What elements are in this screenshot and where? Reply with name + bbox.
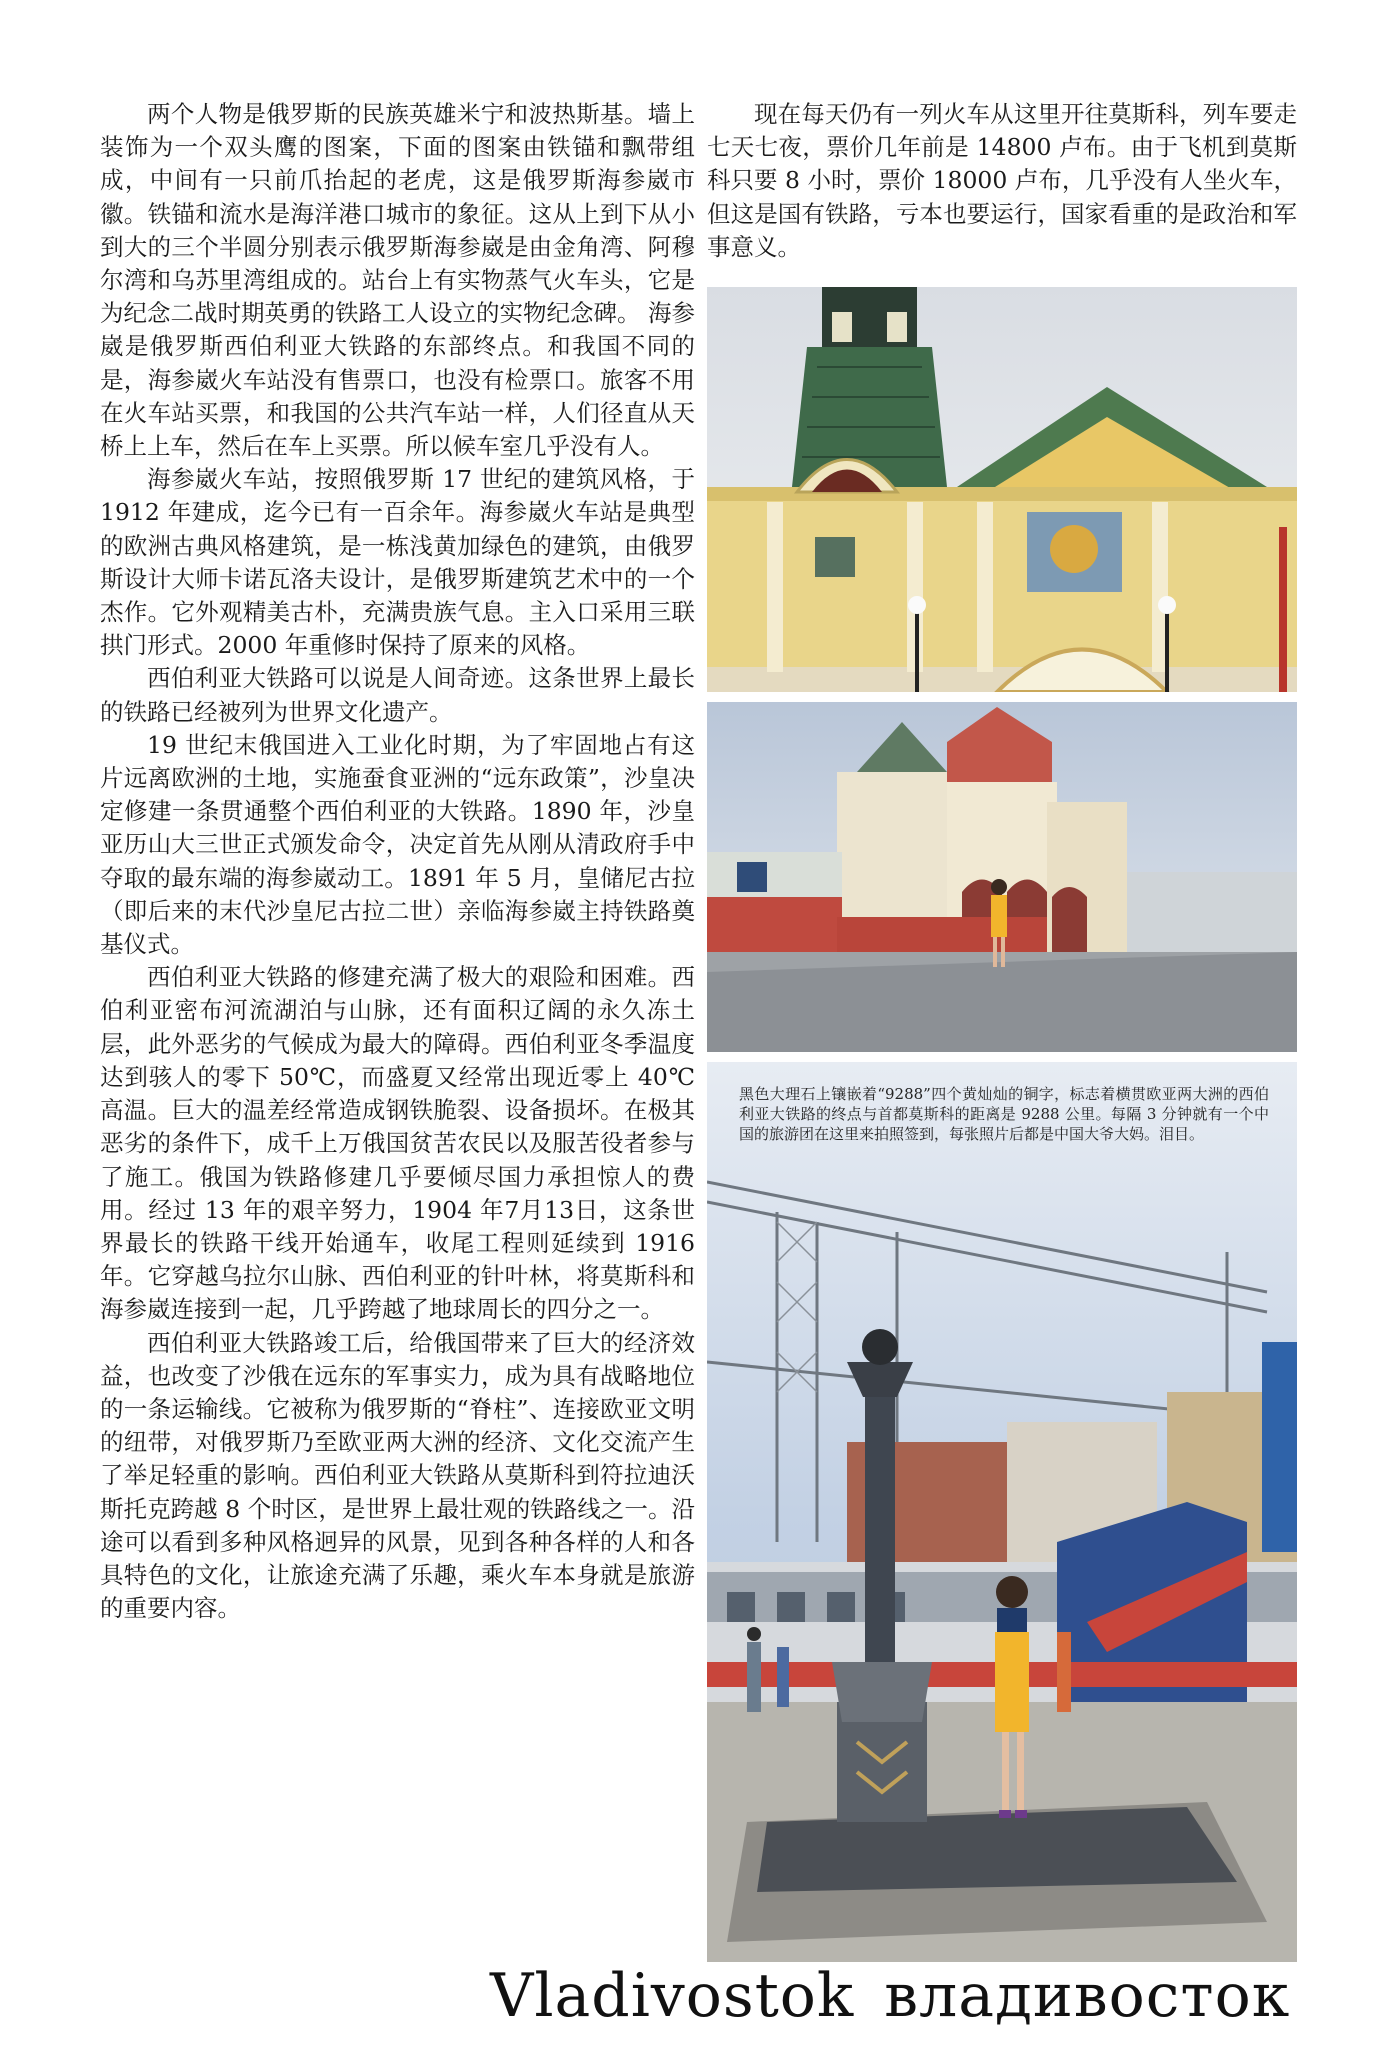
title-latin: Vladivostok xyxy=(490,1961,855,2031)
paragraph-3: 西伯利亚大铁路可以说是人间奇迹。这条世界上最长的铁路已经被列为世界文化遗产。 xyxy=(100,664,695,726)
station-front-photo xyxy=(707,702,1297,1052)
station-facade-illustration xyxy=(707,287,1297,692)
right-text-column xyxy=(707,98,1297,264)
paragraph-train-info: 现在每天仍有一列火车从这里开往莫斯科，列车要走七天七夜，票价几年前是 14800 卢布。由于飞机到莫斯科只要 8 小时，票价 18000 卢布，几乎没有人坐火车，但这是国有铁路，亏本也要运行，国家看重的是政治和军事意义。 xyxy=(707,100,1297,261)
station-facade-photo xyxy=(707,287,1297,692)
paragraph-4: 19 世纪末俄国进入工业化时期，为了牢固地占有这片远离欧洲的土地，实施蚕食亚洲的“远东政策”，沙皇决定修建一条贯通整个西伯利亚的大铁路。1890 年，沙皇亚历山大三世正式颁发命令，决定首先从刚从清政府手中夺取的最东端的海参崴动工。1891 年 5 月，皇储尼古拉（即后来的末代沙皇尼古拉二世）亲临海参崴主持铁路奠基仪式。 xyxy=(100,730,695,959)
monument-illustration xyxy=(707,1062,1297,1962)
page-title xyxy=(490,1960,1370,2032)
left-text-column xyxy=(100,98,695,1625)
paragraph-5: 西伯利亚大铁路的修建充满了极大的艰险和困难。西伯利亚密布河流湖泊与山脉，还有面积辽阔的永久冻土层，此外恶劣的气候成为最大的障碍。西伯利亚冬季温度达到骇人的零下 50℃，而盛夏又经常出现近零上 40℃高温。巨大的温差经常造成钢铁脆裂、设备损坏。在极其恶劣的条件下，成千上万俄国贫苦农民以及服苦役者参与了施工。俄国为铁路修建几乎要倾尽国力承担惊人的费用。经过 13 年的艰辛努力，1904 年7月13日，这条世界最长的铁路干线开始通车，收尾工程则延续到 1916年。它穿越乌拉尔山脉、西伯利亚的针叶林，将莫斯科和海参崴连接到一起，几乎跨越了地球周长的四分之一。 xyxy=(100,963,695,1324)
monument-9288-photo xyxy=(707,1062,1297,1962)
title-cyrillic: владивосток xyxy=(884,1961,1291,2031)
paragraph-2: 海参崴火车站，按照俄罗斯 17 世纪的建筑风格，于 1912 年建成，迄今已有一百余年。海参崴火车站是典型的欧洲古典风格建筑，是一栋浅黄加绿色的建筑，由俄罗斯设计大师卡诺瓦洛夫设计，是俄罗斯建筑艺术中的一个杰作。它外观精美古朴，充满贵族气息。主入口采用三联拱门形式。2000 年重修时保持了原来的风格。 xyxy=(100,465,695,660)
paragraph-1: 两个人物是俄罗斯的民族英雄米宁和波热斯基。墙上装饰为一个双头鹰的图案，下面的图案由铁锚和飘带组成，中间有一只前爪抬起的老虎，这是俄罗斯海参崴市徽。铁锚和流水是海洋港口城市的象征。这从上到下从小到大的三个半圆分别表示俄罗斯海参崴是由金角湾、阿穆尔湾和乌苏里湾组成的。站台上有实物蒸气火车头，它是为纪念二战时期英勇的铁路工人设立的实物纪念碑。 海参崴是俄罗斯西伯利亚大铁路的东部终点。和我国不同的是，海参崴火车站没有售票口，也没有检票口。旅客不用在火车站买票，和我国的公共汽车站一样，人们径直从天桥上上车，然后在车上买票。所以候车室几乎没有人。 xyxy=(100,100,695,461)
station-front-illustration xyxy=(707,702,1297,1052)
paragraph-6: 西伯利亚大铁路竣工后，给俄国带来了巨大的经济效益，也改变了沙俄在远东的军事实力，成为具有战略地位的一条运输线。它被称为俄罗斯的“脊柱”、连接欧亚文明的纽带，对俄罗斯乃至欧亚两大洲的经济、文化交流产生了举足轻重的影响。西伯利亚大铁路从莫斯科到符拉迪沃斯托克跨越 8 个时区，是世界上最壮观的铁路线之一。沿途可以看到多种风格迥异的风景，见到各种各样的人和各具特色的文化，让旅途充满了乐趣，乘火车本身就是旅游的重要内容。 xyxy=(100,1328,695,1623)
photo-caption: 黑色大理石上镶嵌着“9288”四个黄灿灿的铜字，标志着横贯欧亚两大洲的西伯利亚大铁路的终点与首都莫斯科的距离是 9288 公里。每隔 3 分钟就有一个中国的旅游团在这里来拍照签到，每张照片后都是中国大爷大妈。泪目。 xyxy=(739,1085,1269,1143)
